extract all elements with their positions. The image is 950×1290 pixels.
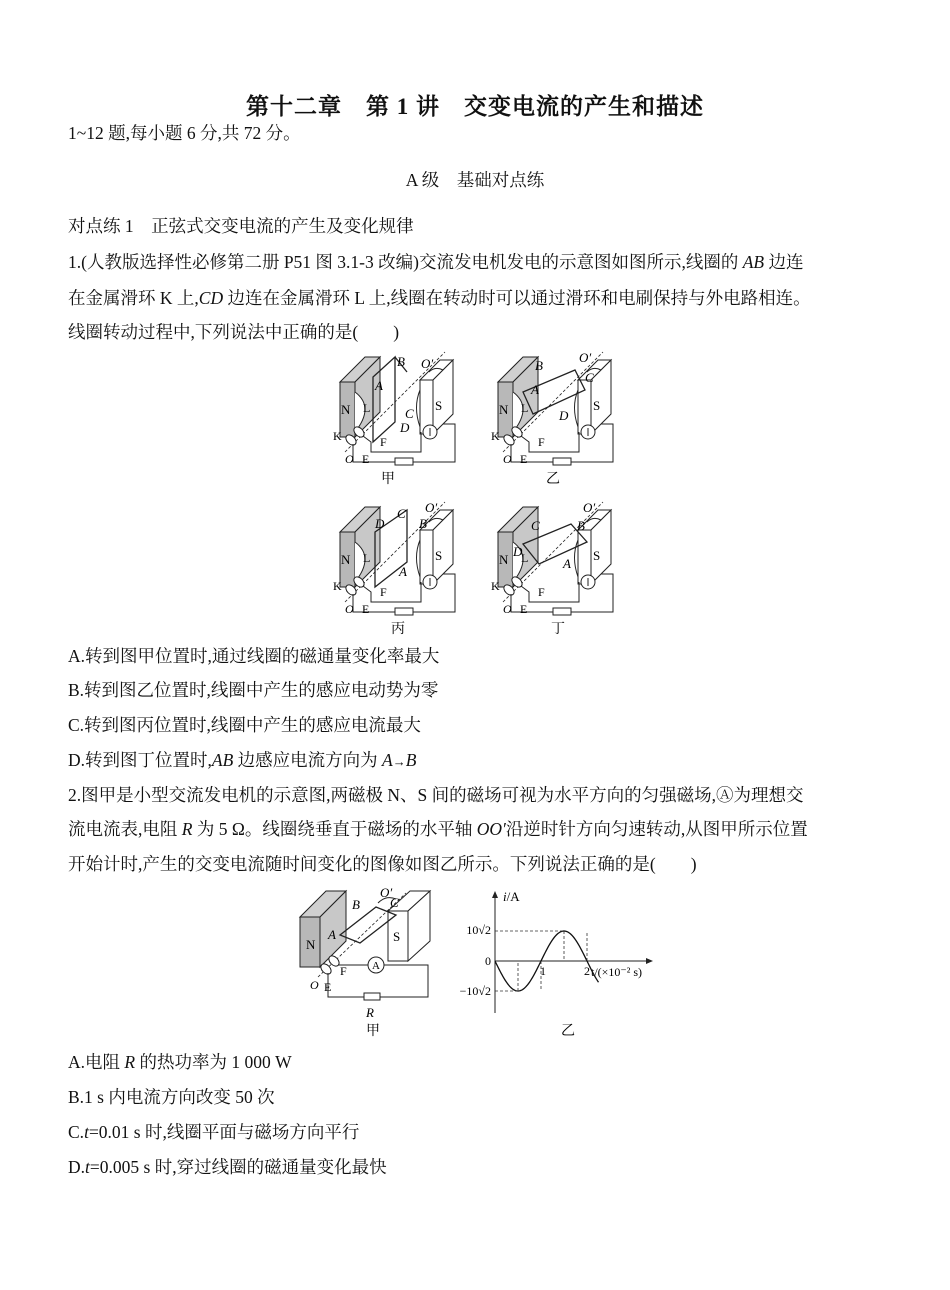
svg-text:B: B	[577, 518, 585, 533]
svg-text:O: O	[345, 452, 354, 466]
svg-text:C: C	[531, 518, 540, 533]
svg-text:O′: O′	[583, 500, 596, 515]
q2-stem-line2: 流电流表,电阻 R 为 5 Ω。线圈绕垂直于磁场的水平轴 OO′沿逆时针方向匀速转动,从图甲所示位置	[68, 819, 808, 839]
svg-text:N: N	[341, 402, 351, 417]
svg-text:K: K	[491, 579, 500, 593]
q1-generator-figures	[330, 350, 630, 640]
svg-text:C: C	[585, 370, 594, 385]
svg-text:K: K	[491, 429, 500, 443]
svg-text:F: F	[380, 585, 387, 599]
q1-caption-bing: 丙	[391, 622, 405, 637]
page-title: 第十二章 第 1 讲 交变电流的产生和描述	[246, 94, 704, 119]
y-tick-top: 10√2	[466, 923, 491, 937]
q2-option-b: B.1 s 内电流方向改变 50 次	[68, 1087, 275, 1107]
svg-text:B: B	[535, 358, 543, 373]
x-tick-2: 2	[584, 964, 590, 978]
x-tick-1: 1	[540, 964, 546, 978]
svg-text:O: O	[503, 602, 512, 616]
svg-text:B: B	[352, 897, 360, 912]
svg-text:D: D	[513, 544, 523, 559]
svg-text:D: D	[559, 408, 569, 423]
svg-text:C: C	[397, 506, 406, 521]
svg-text:F: F	[538, 585, 545, 599]
y-tick-bottom: −10√2	[459, 984, 491, 998]
svg-text:S: S	[393, 929, 401, 944]
svg-text:K: K	[333, 429, 342, 443]
svg-text:O: O	[345, 602, 354, 616]
svg-text:R: R	[366, 1005, 374, 1020]
q1-option-c: C.转到图丙位置时,线圈中产生的感应电流最大	[68, 715, 421, 735]
svg-text:F: F	[340, 964, 347, 978]
q2-option-a: A.电阻 R 的热功率为 1 000 W	[68, 1052, 292, 1072]
q1-stem-line3: 线圈转动过程中,下列说法中正确的是( )	[68, 322, 400, 342]
svg-text:N: N	[499, 402, 509, 417]
svg-text:O′: O′	[421, 356, 434, 371]
q2-generator-figure	[298, 885, 438, 1040]
svg-text:N: N	[499, 552, 509, 567]
y-axis-label: i/A	[503, 889, 520, 904]
q2-current-time-chart	[445, 885, 660, 1040]
svg-text:F: F	[538, 435, 545, 449]
q1-stem-line2: 在金属滑环 K 上,CD 边连在金属滑环 L 上,线圈在转动时可以通过滑环和电刷保持与外电路相连。	[68, 288, 811, 308]
q1-option-b: B.转到图乙位置时,线圈中产生的感应电动势为零	[68, 680, 439, 700]
q1-option-a: A.转到图甲位置时,通过线圈的磁通量变化率最大	[68, 646, 440, 666]
q1-caption-jia: 甲	[381, 472, 395, 487]
svg-text:S: S	[435, 398, 443, 413]
svg-text:B: B	[419, 516, 427, 531]
svg-text:A: A	[372, 960, 380, 972]
q2-caption-yi: 乙	[561, 1024, 575, 1039]
svg-text:A: A	[531, 382, 539, 397]
svg-text:L: L	[521, 401, 529, 415]
x-axis-label: t/(×10⁻² s)	[591, 965, 643, 979]
svg-text:E: E	[362, 452, 370, 466]
svg-text:S: S	[435, 548, 443, 563]
svg-text:A: A	[563, 556, 571, 571]
svg-text:L: L	[363, 551, 371, 565]
svg-text:E: E	[362, 602, 370, 616]
svg-text:A: A	[328, 927, 336, 942]
svg-text:S: S	[593, 398, 601, 413]
svg-text:S: S	[593, 548, 601, 563]
y-tick-zero: 0	[485, 954, 491, 968]
q1-stem-line1: 1.(人教版选择性必修第二册 P51 图 3.1-3 改编)交流发电机发电的示意图如图所示,线圈的 AB 边连	[68, 252, 804, 272]
svg-text:O: O	[310, 978, 319, 992]
svg-text:O′: O′	[579, 350, 592, 365]
svg-text:O′: O′	[380, 885, 393, 900]
svg-text:A: A	[375, 378, 383, 393]
q2-stem-line3: 开始计时,产生的交变电流随时间变化的图像如图乙所示。下列说法正确的是( )	[68, 854, 697, 874]
section-heading: 对点练 1 正弦式交变电流的产生及变化规律	[68, 216, 414, 236]
svg-text:E: E	[520, 602, 528, 616]
svg-text:L: L	[363, 401, 371, 415]
svg-text:C: C	[405, 406, 414, 421]
q2-option-d: D.t=0.005 s 时,穿过线圈的磁通量变化最快	[68, 1157, 387, 1177]
svg-text:E: E	[520, 452, 528, 466]
q1-caption-ding: 丁	[551, 622, 565, 637]
svg-text:O′: O′	[425, 500, 438, 515]
q2-stem-line1: 2.图甲是小型交流发电机的示意图,两磁极 N、S 间的磁场可视为水平方向的匀强磁场,Ⓐ为理想交	[68, 785, 804, 805]
svg-text:L: L	[521, 551, 529, 565]
q1-caption-yi: 乙	[546, 472, 560, 487]
level-heading: A 级 基础对点练	[405, 170, 545, 190]
svg-text:D: D	[400, 420, 410, 435]
q1-option-d: D.转到图丁位置时,AB 边感应电流方向为 A→B	[68, 750, 417, 770]
svg-text:F: F	[380, 435, 387, 449]
svg-text:C: C	[390, 895, 399, 910]
svg-text:K: K	[333, 579, 342, 593]
svg-text:A: A	[399, 564, 407, 579]
q2-caption-jia: 甲	[366, 1024, 380, 1039]
svg-text:B: B	[397, 354, 405, 369]
q2-option-c: C.t=0.01 s 时,线圈平面与磁场方向平行	[68, 1122, 360, 1142]
intro-text: 1~12 题,每小题 6 分,共 72 分。	[68, 123, 301, 143]
svg-text:O: O	[503, 452, 512, 466]
svg-text:N: N	[341, 552, 351, 567]
svg-text:N: N	[306, 937, 316, 952]
svg-text:E: E	[324, 980, 332, 994]
svg-text:D: D	[375, 516, 385, 531]
